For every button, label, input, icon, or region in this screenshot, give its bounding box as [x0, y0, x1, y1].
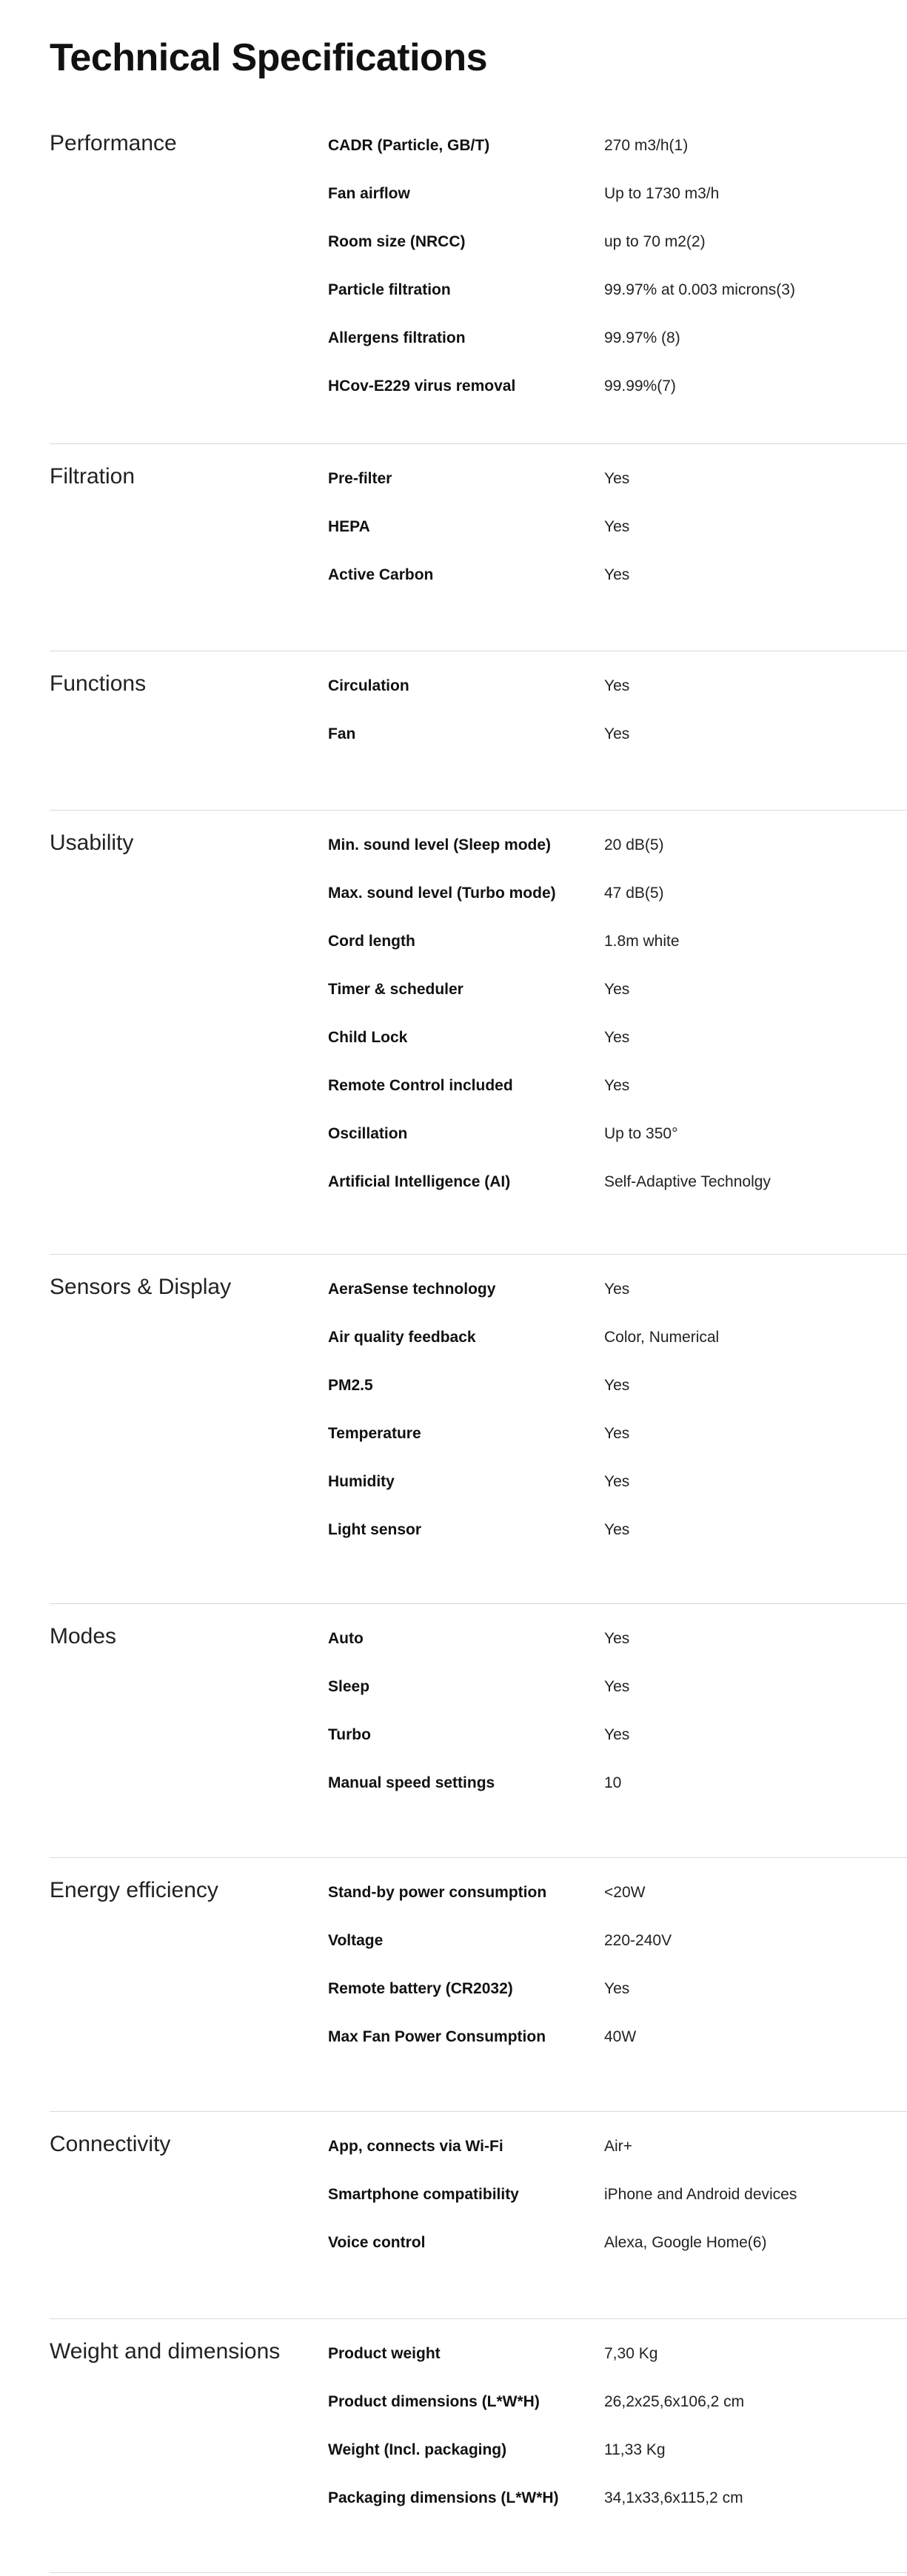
spec-row [328, 2344, 744, 2392]
spec-name: Sleep [328, 1678, 370, 1695]
spec-value: 99.97% at 0.003 microns(3) [604, 281, 795, 298]
spec-value: 99.99%(7) [604, 378, 676, 395]
spec-row [328, 2233, 797, 2281]
spec-name: Manual speed settings [328, 1774, 495, 1791]
section-title: Energy efficiency [50, 1878, 218, 1902]
spec-row [328, 281, 795, 329]
spec-value: 20 dB(5) [604, 836, 664, 853]
spec-name: Auto [328, 1630, 364, 1647]
spec-list [328, 1629, 629, 1822]
spec-value: 270 m3/h(1) [604, 137, 689, 154]
spec-name: Timer & scheduler [328, 981, 463, 998]
spec-value: 7,30 Kg [604, 2345, 658, 2362]
spec-name: Humidity [328, 1473, 395, 1490]
section-title: Usability [50, 831, 134, 855]
section-weight-dimensions [50, 2319, 907, 2573]
spec-value: Yes [604, 1425, 630, 1442]
spec-name: Oscillation [328, 1125, 408, 1142]
spec-name: App, connects via Wi-Fi [328, 2138, 503, 2155]
spec-row [328, 184, 795, 232]
spec-row [328, 1774, 629, 1822]
spec-name: Remote Control included [328, 1077, 513, 1094]
spec-row [328, 1424, 719, 1472]
spec-name: HEPA [328, 518, 370, 535]
spec-value: Air+ [604, 2138, 632, 2155]
spec-row [328, 1979, 672, 2027]
spec-row [328, 1076, 771, 1124]
spec-value: Yes [604, 566, 630, 583]
spec-row [328, 1931, 672, 1979]
spec-value: Yes [604, 1726, 630, 1743]
spec-name: Active Carbon [328, 566, 434, 583]
spec-value: Yes [604, 1281, 630, 1298]
spec-row [328, 2027, 672, 2076]
spec-name: Weight (Incl. packaging) [328, 2441, 507, 2458]
spec-row [328, 1028, 771, 1076]
section-title: Sensors & Display [50, 1275, 232, 1299]
spec-value: Up to 350° [604, 1125, 678, 1142]
spec-name: Packaging dimensions (L*W*H) [328, 2489, 559, 2506]
spec-value: 26,2x25,6x106,2 cm [604, 2393, 745, 2410]
section-title: Functions [50, 671, 147, 696]
section-filtration [50, 444, 907, 651]
spec-list [328, 677, 629, 773]
section-usability [50, 811, 907, 1255]
spec-value: Yes [604, 1630, 630, 1647]
spec-value: 220-240V [604, 1932, 672, 1949]
spec-value: Yes [604, 1678, 630, 1695]
spec-row [328, 1629, 629, 1677]
spec-row [328, 932, 771, 980]
spec-list [328, 1280, 719, 1569]
spec-row [328, 1520, 719, 1569]
spec-row [328, 377, 795, 425]
spec-name: CADR (Particle, GB/T) [328, 137, 490, 154]
spec-row [328, 1677, 629, 1725]
spec-row [328, 1725, 629, 1774]
spec-row [328, 1280, 719, 1328]
spec-value: 40W [604, 2028, 637, 2045]
section-title: Weight and dimensions [50, 2339, 281, 2364]
spec-value: 10 [604, 1774, 622, 1791]
spec-row [328, 329, 795, 377]
spec-name: Min. sound level (Sleep mode) [328, 836, 552, 853]
spec-value: 34,1x33,6x115,2 cm [604, 2489, 743, 2506]
spec-row [328, 1328, 719, 1376]
spec-row [328, 1376, 719, 1424]
spec-name: AeraSense technology [328, 1281, 496, 1298]
spec-row [328, 136, 795, 184]
spec-row [328, 980, 771, 1028]
spec-value: Yes [604, 1473, 630, 1490]
spec-value: Yes [604, 725, 630, 742]
spec-name: Remote battery (CR2032) [328, 1980, 513, 1997]
spec-value: Yes [604, 1077, 630, 1094]
spec-row [328, 2489, 744, 2537]
section-connectivity [50, 2112, 907, 2319]
spec-value: Alexa, Google Home(6) [604, 2234, 767, 2251]
spec-row [328, 725, 629, 773]
spec-value: Yes [604, 1521, 630, 1538]
section-modes [50, 1604, 907, 1858]
spec-name: Fan [328, 725, 356, 742]
spec-list [328, 2344, 744, 2537]
spec-value: Yes [604, 677, 630, 694]
spec-row [328, 2441, 744, 2489]
spec-name: Artificial Intelligence (AI) [328, 1173, 511, 1190]
spec-list [328, 1883, 672, 2076]
spec-row [328, 566, 629, 614]
spec-name: Voice control [328, 2234, 426, 2251]
spec-name: Stand-by power consumption [328, 1884, 547, 1901]
spec-value: <20W [604, 1884, 646, 1901]
spec-row [328, 836, 771, 884]
spec-list [328, 469, 629, 614]
spec-row [328, 2137, 797, 2185]
section-sensors-display [50, 1255, 907, 1604]
spec-value: up to 70 m2(2) [604, 233, 706, 250]
spec-value: Yes [604, 1029, 630, 1046]
spec-value: Yes [604, 518, 630, 535]
section-title: Performance [50, 131, 177, 155]
section-functions [50, 651, 907, 811]
spec-name: Child Lock [328, 1029, 408, 1046]
spec-row [328, 2185, 797, 2233]
spec-name: Turbo [328, 1726, 371, 1743]
spec-value: iPhone and Android devices [604, 2186, 797, 2203]
spec-value: Yes [604, 1980, 630, 1997]
spec-value: 1.8m white [604, 933, 680, 950]
section-performance [50, 111, 907, 444]
spec-list [328, 2137, 797, 2281]
spec-name: PM2.5 [328, 1377, 373, 1394]
spec-row [328, 232, 795, 281]
page-title: Technical Specifications [50, 36, 488, 79]
spec-name: Temperature [328, 1425, 421, 1442]
spec-name: HCov-E229 virus removal [328, 378, 516, 395]
spec-row [328, 884, 771, 932]
spec-value: Yes [604, 1377, 630, 1394]
spec-value: 99.97% (8) [604, 329, 680, 346]
spec-name: Particle filtration [328, 281, 451, 298]
section-title: Modes [50, 1624, 117, 1648]
spec-value: Yes [604, 470, 630, 487]
spec-row [328, 1883, 672, 1931]
spec-value: 47 dB(5) [604, 885, 664, 902]
section-title: Connectivity [50, 2132, 171, 2156]
spec-name: Product dimensions (L*W*H) [328, 2393, 540, 2410]
spec-name: Voltage [328, 1932, 384, 1949]
spec-row [328, 677, 629, 725]
spec-row [328, 469, 629, 517]
spec-name: Max. sound level (Turbo mode) [328, 885, 556, 902]
spec-name: Room size (NRCC) [328, 233, 466, 250]
spec-list [328, 836, 771, 1221]
spec-row [328, 1173, 771, 1221]
spec-name: Air quality feedback [328, 1329, 476, 1346]
spec-value: Color, Numerical [604, 1329, 720, 1346]
spec-value: Up to 1730 m3/h [604, 185, 720, 202]
spec-name: Smartphone compatibility [328, 2186, 519, 2203]
spec-row [328, 1124, 771, 1173]
spec-row [328, 1472, 719, 1520]
spec-value: Yes [604, 981, 630, 998]
spec-name: Pre-filter [328, 470, 392, 487]
spec-name: Light sensor [328, 1521, 422, 1538]
spec-name: Allergens filtration [328, 329, 466, 346]
section-title: Filtration [50, 464, 135, 489]
spec-name: Circulation [328, 677, 409, 694]
spec-name: Product weight [328, 2345, 441, 2362]
spec-value: 11,33 Kg [604, 2441, 666, 2458]
section-energy-efficiency [50, 1858, 907, 2112]
spec-value: Self-Adaptive Technolgy [604, 1173, 771, 1190]
spec-list [328, 136, 795, 425]
spec-name: Cord length [328, 933, 415, 950]
spec-row [328, 2392, 744, 2441]
spec-name: Max Fan Power Consumption [328, 2028, 546, 2045]
spec-name: Fan airflow [328, 185, 410, 202]
spec-row [328, 517, 629, 566]
